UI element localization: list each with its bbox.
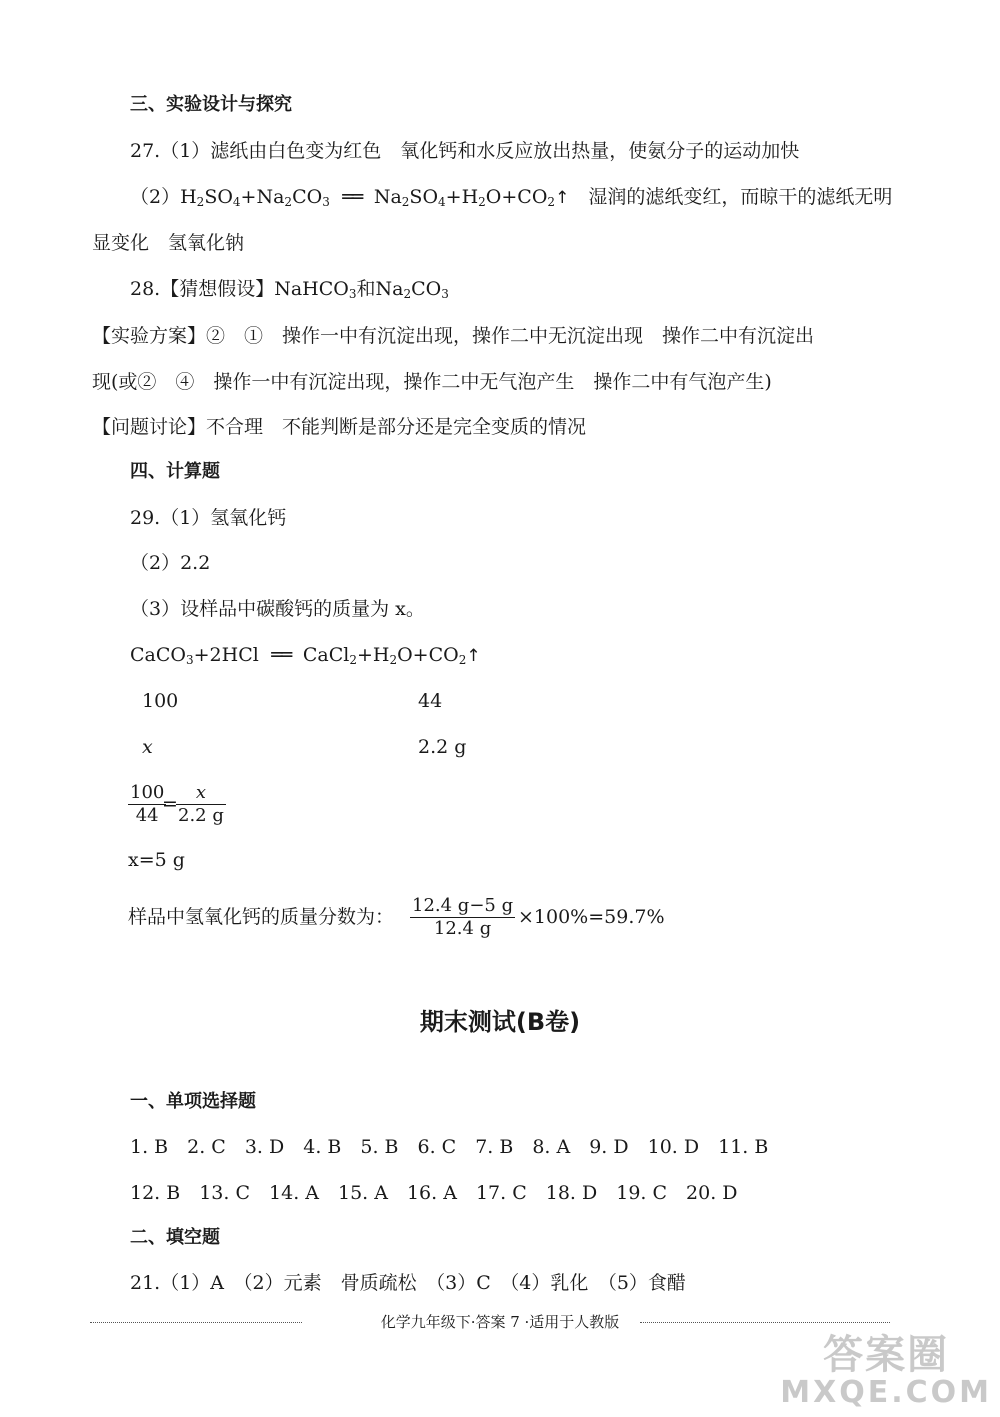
x-result: x=5 g [128,849,185,871]
relation-co2-molar: 44 [418,690,443,712]
experiment-plan-line1: 【实验方案】② ① 操作一中有沉淀出现，操作二中无沉淀出现 操作二中有沉淀出 [92,325,815,347]
q27-reaction-equation: $H_2SO_4+Na_2CO_3$ ══ $Na_2SO_4+H_2O+CO_2↑$ [180,186,570,209]
problem-discussion: 【问题讨论】不合理 不能判断是部分还是完全变质的情况 [92,416,587,438]
watermark-bottom-text: MXQE.COM [780,1375,992,1410]
answer-row-2: 12. B 13. C 14. A 15. A 16. A 17. C 18. D 19. C 20. D [130,1182,738,1204]
q29-part2: （2）2.2 [130,552,211,574]
q28-formula-1: NaHCO$_3$ [274,278,357,301]
watermark-logo [780,1333,992,1409]
q27-part1: 27.（1）滤纸由白色变为红色 氧化钙和水反应放出热量，使氨分子的运动加快 [130,140,800,162]
section-heading-experiment: 三、实验设计与探究 [130,94,292,115]
q27-part2-continuation: 显变化 氢氧化钠 [92,232,245,254]
q29-part1: 29.（1）氢氧化钙 [130,507,287,529]
q29-part3: （3）设样品中碳酸钙的质量为 x。 [130,598,425,620]
relation-caco3-molar: 100 [142,690,179,712]
exam-b-title: 期末测试(B卷) [419,1008,581,1036]
q28-formula-2: $Na_2CO_3$ [375,278,449,301]
proportion-left-numerator: 100 [130,782,165,803]
q27-part2-tail: 湿润的滤纸变红，而晾干的滤纸无明 [569,186,893,208]
q28-hypothesis [130,277,449,301]
q21-answer: 21.（1）A （2）元素 骨质疏松 （3）C （4）乳化 （5）食醋 [130,1272,686,1294]
relation-x: x [142,736,153,758]
section-heading-fill-blank: 二、填空题 [130,1227,220,1248]
proportion-left-fraction [128,782,166,827]
proportion-right-numerator: x [176,782,226,805]
relation-co2-mass: 2.2 g [418,736,467,758]
proportion-right-fraction [176,782,226,827]
page-footer: 化学九年级下·答案 7 ·适用于人教版 [380,1313,620,1331]
q27-part2-lead: （2） [130,186,181,208]
q28-and: 和 [356,278,376,300]
q28-lead: 28.【猜想假设】 [130,278,275,300]
section-heading-calculation: 四、计算题 [130,461,220,482]
proportion-right-denominator: 2.2 g [178,805,224,826]
q27-part2 [130,185,892,210]
mass-fraction-lead: 样品中氢氧化钙的质量分数为： [128,906,395,928]
mass-fraction-numerator: 12.4 g−5 g [412,895,514,916]
section-heading-single-choice: 一、单项选择题 [130,1091,256,1112]
answer-row-1: 1. B 2. C 3. D 4. B 5. B 6. C 7. B 8. A 9. D 10. D 11. B [130,1136,769,1158]
watermark-top-text: 答案圈 [823,1332,950,1378]
caco3-reaction-equation: CaCO$_3$+2HCl ══ $CaCl_2+H_2O+CO_2↑$ [130,644,481,667]
mass-fraction-fraction [410,895,515,940]
experiment-plan-line2: 现(或② ④ 操作一中有沉淀出现，操作二中无气泡产生 操作二中有气泡产生) [92,371,772,393]
proportion-equals: = [162,793,178,815]
mass-fraction-denominator: 12.4 g [433,918,492,939]
mass-fraction-result: ×100%=59.7% [518,906,665,928]
proportion-left-denominator: 44 [135,805,159,826]
